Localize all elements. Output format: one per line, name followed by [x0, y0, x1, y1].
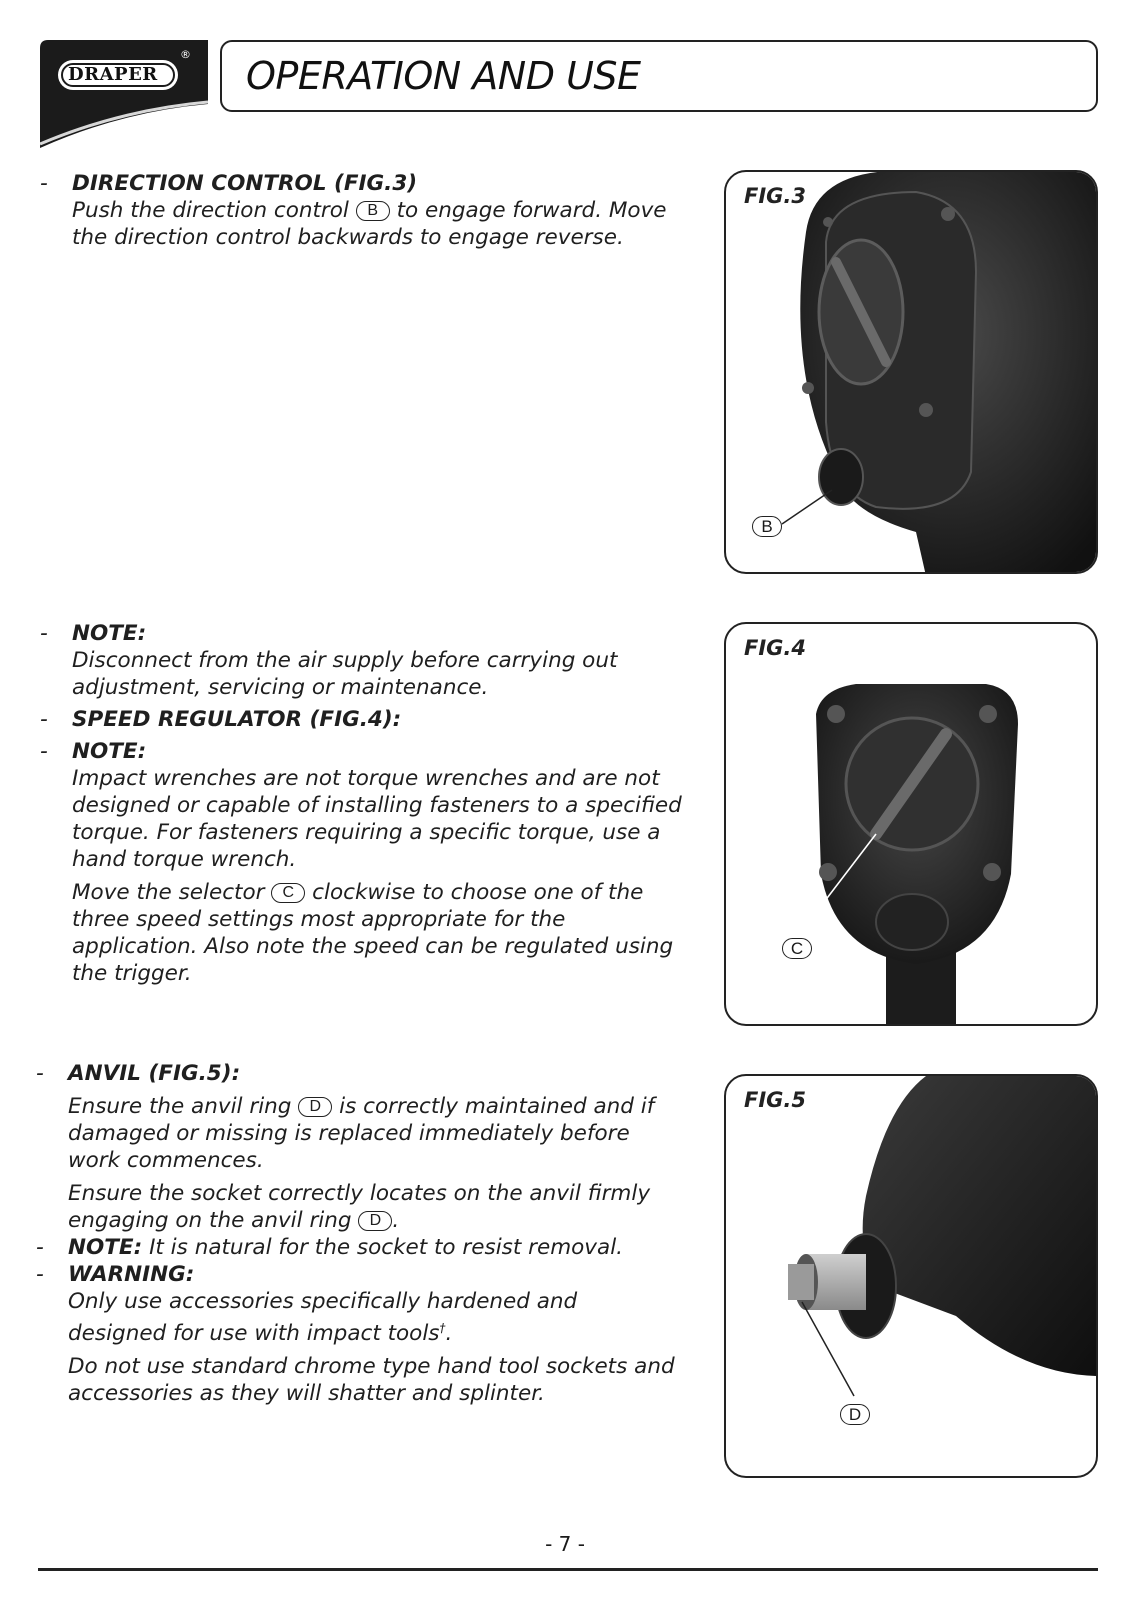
figure-5 [724, 1074, 1098, 1478]
direction-control-heading: DIRECTION CONTROL (FIG.3) [72, 171, 418, 196]
note-torque-text: Impact wrenches are not torque wrenches and are not designed or capable of installing fasteners to a specified torque. For fasteners requiring a specific torque, use a hand torque wrench. [72, 766, 682, 872]
anvil-image [726, 1076, 1098, 1478]
anvil-heading: ANVIL (FIG.5): [68, 1061, 241, 1086]
note-heading: NOTE: [72, 621, 147, 646]
direction-control-section [40, 170, 680, 251]
anvil-text-2a: Ensure the socket correctly locates on the anvil firmly engaging on the anvil ring [68, 1181, 651, 1233]
bullet-dash: - [40, 171, 48, 196]
callout-d-marker-2: D [358, 1211, 392, 1231]
anvil-text-1a: Ensure the anvil ring [68, 1094, 292, 1119]
callout-b-label: B [752, 516, 782, 537]
note-disconnect-text: Disconnect from the air supply before carrying out adjustment, servicing or maintenance. [72, 648, 618, 700]
callout-b-marker: B [356, 201, 390, 221]
speed-regulator-image [726, 624, 1098, 1026]
anvil-text-1b: is correctly maintained and if damaged or missing is replaced immediately before work commences. [68, 1094, 655, 1173]
page-title: OPERATION AND USE [246, 54, 641, 98]
figure-5-label: FIG.5 [744, 1088, 806, 1112]
brand-name: DRAPER [68, 64, 158, 85]
callout-c-label: C [782, 938, 812, 959]
note-socket-text: It is natural for the socket to resist removal. [149, 1235, 624, 1260]
callout-d-label: D [840, 1404, 870, 1425]
selector-text-2: clockwise to choose one of the three speed settings most appropriate for the application. Also note the speed can be regulated using the trigger. [72, 880, 674, 986]
direction-text-2: to engage forward. Move [396, 198, 667, 223]
warning-text-1: Only use accessories specifically hardened and designed for use with impact tools [68, 1289, 578, 1347]
callout-c-marker: C [271, 883, 305, 903]
brand-logo-block [40, 40, 208, 148]
selector-text-1: Move the selector [72, 880, 265, 905]
direction-text-3: the direction control backwards to engage reverse. [72, 225, 624, 250]
note-heading-3: NOTE: [68, 1235, 143, 1260]
figure-3 [724, 170, 1098, 574]
figure-4 [724, 622, 1098, 1026]
registered-mark: ® [180, 48, 191, 61]
title-box [220, 40, 1098, 112]
page-number: - 7 - [545, 1532, 585, 1556]
direction-text-1: Push the direction control [72, 198, 349, 223]
footer-divider [38, 1568, 1098, 1571]
anvil-section: - ANVIL (FIG.5): Ensure the anvil ring D is correctly maintained and if damaged or missing is replaced immediately before work commences. Ensure the socket correctly locates on the anvil firmly engaging on the anvil ring D . - NOTE: It is natural for the socket to resist removal. - WARNING: Only use accessories specifically hardened and designed for use with impact tools†. Do not use standard chrome type hand tool sockets and accessories as they will shatter and splinter. [36, 1061, 675, 1407]
warning-heading: WARNING: [68, 1262, 195, 1287]
figure-3-label: FIG.3 [744, 184, 806, 208]
warning-text-2: Do not use standard chrome type hand tool sockets and accessories as they will shatter and splinter. [68, 1354, 675, 1407]
speed-regulator-section: - NOTE: Disconnect from the air supply before carrying out adjustment, servicing or maintenance. - SPEED REGULATOR (FIG.4): - NOTE: Impact wrenches are not torque wrenches and are not designed or capable of installing fasteners to a specified torque. For fasteners requiring a specific torque, use a hand torque wrench. Move the selector C clockwise to choose one of the three speed settings most appropriate for the application. Also note the speed can be regulated using the trigger. [40, 620, 690, 987]
impact-wrench-rear-image [726, 172, 1098, 574]
note-heading-2: NOTE: [72, 739, 147, 764]
callout-d-marker: D [298, 1097, 332, 1117]
figure-4-label: FIG.4 [744, 636, 806, 660]
speed-regulator-heading: SPEED REGULATOR (FIG.4): [72, 707, 402, 732]
